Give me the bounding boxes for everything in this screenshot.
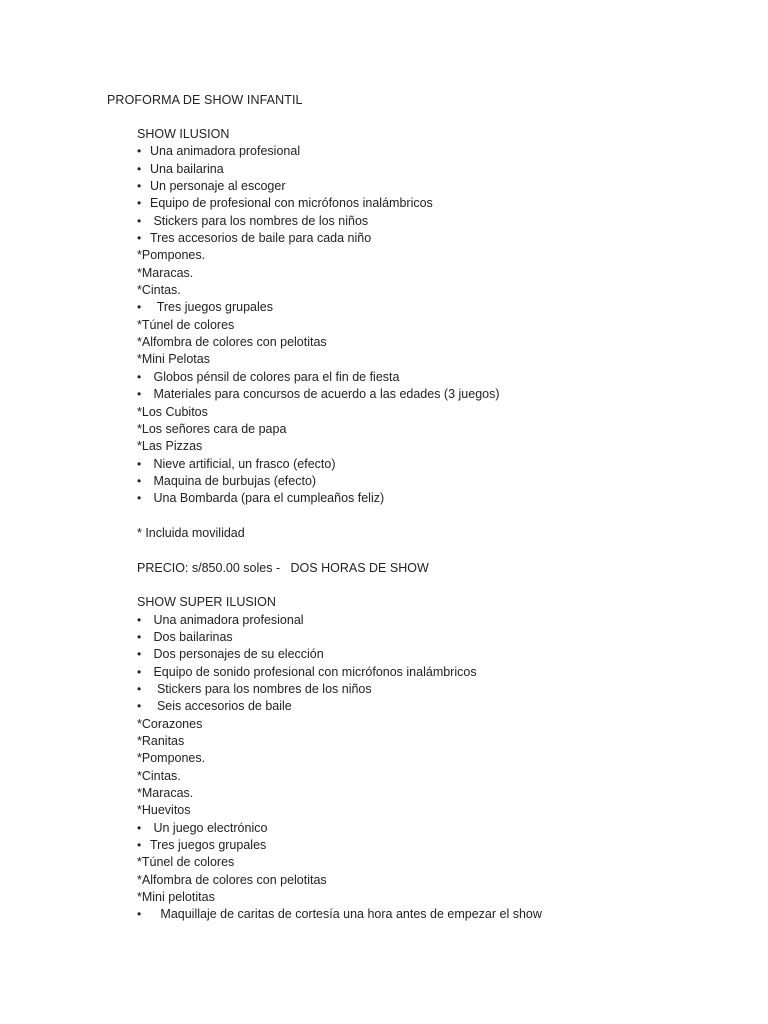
bullet-item-text: Maquina de burbujas (efecto) [150, 473, 317, 488]
bullet-item-text: Equipo de sonido profesional con micrófonos inalámbricos [150, 664, 477, 679]
bullet-icon: • [137, 196, 142, 211]
bullet-item-text: Dos bailarinas [150, 629, 233, 644]
section-heading: SHOW SUPER ILUSION [137, 595, 276, 610]
bullet-list-item [137, 473, 737, 490]
bullet-item-text: Tres juegos grupales [150, 838, 267, 853]
text-line: *Maracas. [137, 265, 194, 280]
text-line: *Maracas. [137, 786, 194, 801]
bullet-item-text: Una Bombarda (para el cumpleaños feliz) [150, 491, 385, 506]
text-line: *Corazones [137, 716, 203, 731]
bullet-list-item [137, 456, 737, 473]
bullet-item-text: Stickers para los nombres de los niños [150, 682, 372, 696]
bullet-list-item [137, 906, 737, 923]
bullet-list-item [137, 161, 737, 178]
bullet-icon: • [137, 647, 142, 662]
bullet-list-item [137, 369, 737, 386]
bullet-item-text: Seis accesorios de baile [150, 699, 292, 714]
bullet-item-text: Dos personajes de su elección [150, 647, 324, 662]
blank-line [137, 508, 737, 525]
bullet-icon: • [137, 369, 142, 384]
bullet-item-text: Tres accesorios de baile para cada niño [150, 231, 372, 246]
bullet-icon: • [137, 179, 142, 194]
bullet-item-text: Tres juegos grupales [150, 300, 273, 315]
text-line: *Alfombra de colores con pelotitas [137, 872, 327, 887]
bullet-item-text: Una animadora profesional [150, 144, 301, 159]
bullet-icon: • [137, 456, 142, 471]
bullet-item-text: Nieve artificial, un frasco (efecto) [150, 456, 336, 471]
blank-line [137, 542, 737, 559]
bullet-icon: • [137, 907, 142, 922]
bullet-list-item [137, 195, 737, 212]
bullet-icon: • [137, 161, 142, 176]
document-body [137, 126, 737, 924]
bullet-icon: • [137, 473, 142, 488]
bullet-icon: • [137, 629, 142, 644]
bullet-item-text: Un juego electrónico [150, 820, 268, 835]
text-line: *Las Pizzas [137, 439, 203, 454]
bullet-item-text: Una bailarina [150, 161, 224, 176]
bullet-icon: • [137, 144, 142, 159]
bullet-list-item [137, 646, 737, 663]
bullet-list-item [137, 213, 737, 230]
bullet-icon: • [137, 213, 142, 228]
text-line: *Pompones. [137, 751, 206, 766]
bullet-item-text: Equipo de profesional con micrófonos inalámbricos [150, 196, 433, 211]
text-line: *Pompones. [137, 248, 206, 263]
bullet-list-item [137, 664, 737, 681]
bullet-list-item [137, 837, 737, 854]
bullet-icon: • [137, 682, 142, 696]
text-line: *Cintas. [137, 768, 181, 783]
bullet-list-item [137, 490, 737, 507]
text-line: *Túnel de colores [137, 855, 235, 870]
text-line: *Cintas. [137, 283, 181, 298]
bullet-list-item [137, 143, 737, 160]
bullet-icon: • [137, 231, 142, 246]
bullet-item-text: Materiales para concursos de acuerdo a las edades (3 juegos) [150, 387, 500, 402]
bullet-list-item [137, 178, 737, 195]
text-line: *Túnel de colores [137, 317, 235, 332]
bullet-icon: • [137, 300, 142, 315]
bullet-list-item [137, 698, 737, 715]
text-line: *Los Cubitos [137, 404, 208, 419]
text-line: * Incluida movilidad [137, 525, 245, 540]
bullet-item-text: Un personaje al escoger [150, 179, 286, 194]
bullet-item-text: Maquillaje de caritas de cortesía una hora antes de empezar el show [150, 907, 542, 922]
bullet-icon: • [137, 664, 142, 679]
bullet-list-item [137, 386, 737, 403]
document-title: PROFORMA DE SHOW INFANTIL [107, 93, 303, 107]
bullet-list-item [137, 612, 737, 629]
section-heading: SHOW ILUSION [137, 127, 230, 141]
bullet-icon: • [137, 699, 142, 714]
blank-line [137, 577, 737, 594]
text-line: *Alfombra de colores con pelotitas [137, 335, 327, 350]
bullet-icon: • [137, 612, 142, 627]
text-line: *Ranitas [137, 734, 185, 749]
bullet-list-item [137, 230, 737, 247]
text-line: *Mini Pelotas [137, 352, 210, 367]
bullet-list-item [137, 820, 737, 837]
bullet-list-item [137, 299, 737, 316]
text-line: PRECIO: s/850.00 soles - DOS HORAS DE SHOW [137, 560, 429, 575]
bullet-item-text: Globos pénsil de colores para el fin de fiesta [150, 369, 400, 384]
bullet-icon: • [137, 491, 142, 506]
bullet-icon: • [137, 838, 142, 853]
bullet-item-text: Stickers para los nombres de los niños [150, 213, 369, 228]
bullet-icon: • [137, 820, 142, 835]
text-line: *Huevitos [137, 803, 191, 818]
bullet-list-item [137, 681, 737, 698]
bullet-item-text: Una animadora profesional [150, 612, 304, 627]
text-line: *Los señores cara de papa [137, 421, 287, 436]
bullet-list-item [137, 629, 737, 646]
text-line: *Mini pelotitas [137, 890, 215, 905]
bullet-icon: • [137, 387, 142, 402]
